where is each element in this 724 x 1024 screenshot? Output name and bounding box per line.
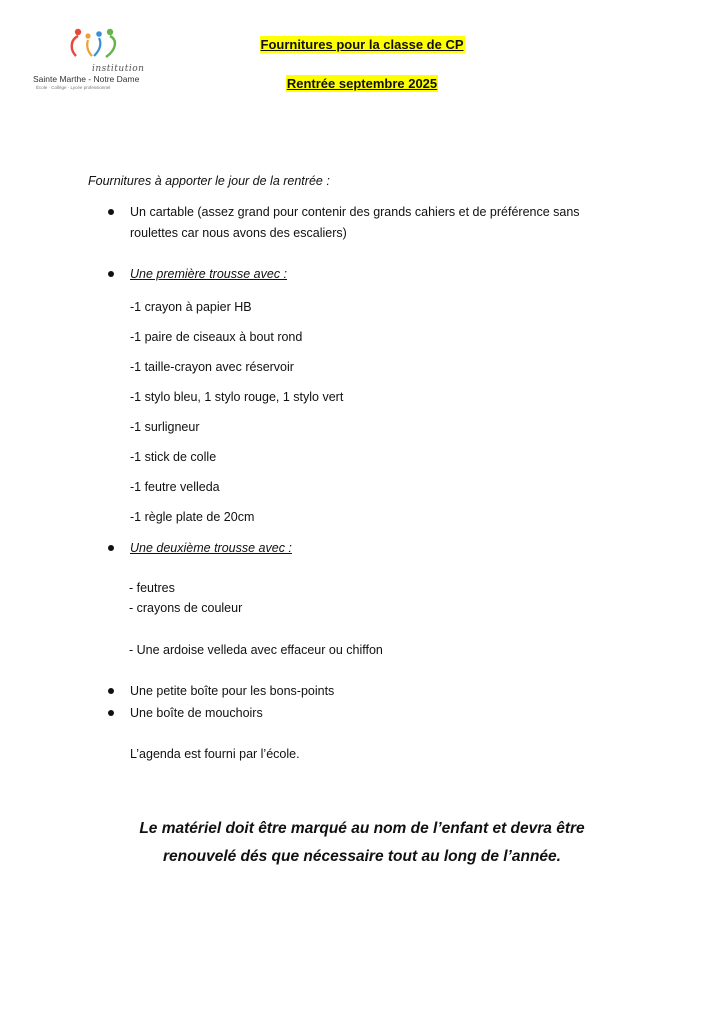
page-title-text: Fournitures pour la classe de CP [260,37,464,52]
cartable-line-2: roulettes car nous avons des escaliers) [130,226,347,240]
trousse1-item: -1 stylo bleu, 1 stylo rouge, 1 stylo vert [130,390,344,404]
agenda-text: L’agenda est fourni par l’école. [130,747,300,761]
trousse1-heading: Une première trousse avec : [130,267,288,281]
other-item: Une boîte de mouchoirs [130,706,263,720]
cartable-line-1: Un cartable (assez grand pour contenir des grands cahiers et de préférence sans [130,205,580,219]
trousse1-item: -1 paire de ciseaux à bout rond [130,330,303,344]
trousse2-item: - crayons de couleur [129,601,243,615]
logo-tagline: École · Collège · Lycée professionnel [36,85,111,90]
bullet-icon [108,710,114,716]
trousse2-item: - feutres [129,581,175,595]
bullet-icon [108,688,114,694]
trousse1-item: -1 taille-crayon avec réservoir [130,360,294,374]
footer-line-2: renouvelé dés que nécessaire tout au long de l’année. [163,848,561,865]
logo-script-text: institution [92,64,145,74]
page-title [0,37,724,52]
trousse1-item: -1 crayon à papier HB [130,300,252,314]
ardoise-text: - Une ardoise velleda avec effaceur ou chiffon [129,643,383,657]
other-item: Une petite boîte pour les bons-points [130,684,335,698]
bullet-icon [108,271,114,277]
trousse1-item: -1 règle plate de 20cm [130,510,255,524]
page-subtitle [0,76,724,91]
trousse1-item: -1 stick de colle [130,450,217,464]
page-subtitle-text: Rentrée septembre 2025 [286,76,438,91]
trousse1-item: -1 feutre velleda [130,480,220,494]
intro-text: Fournitures à apporter le jour de la rentrée : [88,174,330,188]
trousse1-item: -1 surligneur [130,420,200,434]
bullet-icon [108,209,114,215]
trousse2-heading: Une deuxième trousse avec : [130,541,292,555]
logo-school-name: Sainte Marthe - Notre Dame [33,74,140,84]
footer-line-1: Le matériel doit être marqué au nom de l’enfant et devra être [139,820,585,837]
bullet-icon [108,545,114,551]
